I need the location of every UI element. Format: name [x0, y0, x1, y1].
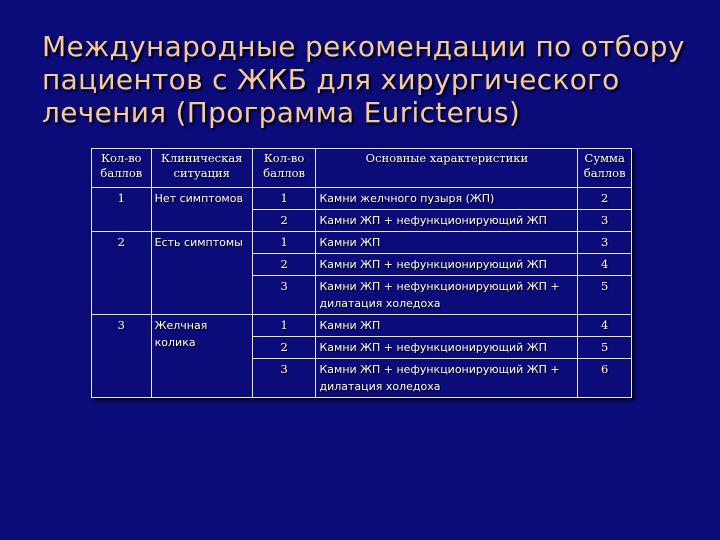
row-points: 1	[252, 232, 316, 254]
group-situation: Есть симптомы	[151, 232, 252, 315]
row-sum: 2	[578, 188, 632, 210]
row-characteristic: Камни ЖП + нефункционирующий ЖП	[316, 210, 578, 232]
table-header-row	[92, 149, 632, 188]
header-points: Кол-во баллов	[252, 149, 316, 188]
row-characteristic: Камни ЖП + нефункционирующий ЖП	[316, 254, 578, 276]
row-sum: 4	[578, 315, 632, 337]
group-score: 3	[92, 315, 152, 398]
group-score: 2	[92, 232, 152, 315]
header-characteristics: Основные характеристики	[316, 149, 578, 188]
criteria-table	[91, 148, 632, 398]
group-score: 1	[92, 188, 152, 232]
row-sum: 5	[578, 276, 632, 315]
row-points: 3	[252, 276, 316, 315]
row-characteristic: Камни ЖП	[316, 232, 578, 254]
group-situation: Нет симптомов	[151, 188, 252, 232]
row-points: 1	[252, 315, 316, 337]
header-total: Сумма баллов	[578, 149, 632, 188]
row-characteristic: Камни ЖП + нефункционирующий ЖП + дилатация холедоха	[316, 276, 578, 315]
table-row	[92, 315, 632, 337]
row-characteristic: Камни ЖП + нефункционирующий ЖП	[316, 337, 578, 359]
row-points: 2	[252, 210, 316, 232]
row-points: 1	[252, 188, 316, 210]
slide-title: Международные рекомендации по отбору пациентов с ЖКБ для хирургического лечения (Программа Euricterus)	[42, 30, 685, 129]
row-characteristic: Камни ЖП + нефункционирующий ЖП + дилатация холедоха	[316, 359, 578, 398]
row-points: 2	[252, 337, 316, 359]
group-situation: Желчная колика	[151, 315, 252, 398]
row-points: 2	[252, 254, 316, 276]
criteria-table-wrapper	[91, 148, 632, 398]
row-points: 3	[252, 359, 316, 398]
row-sum: 3	[578, 232, 632, 254]
header-score: Кол-во баллов	[92, 149, 152, 188]
table-row	[92, 232, 632, 254]
header-clinical-situation: Клиническая ситуация	[151, 149, 252, 188]
table-row	[92, 188, 632, 210]
row-characteristic: Камни ЖП	[316, 315, 578, 337]
row-sum: 4	[578, 254, 632, 276]
row-sum: 3	[578, 210, 632, 232]
row-sum: 6	[578, 359, 632, 398]
row-sum: 5	[578, 337, 632, 359]
row-characteristic: Камни желчного пузыря (ЖП)	[316, 188, 578, 210]
